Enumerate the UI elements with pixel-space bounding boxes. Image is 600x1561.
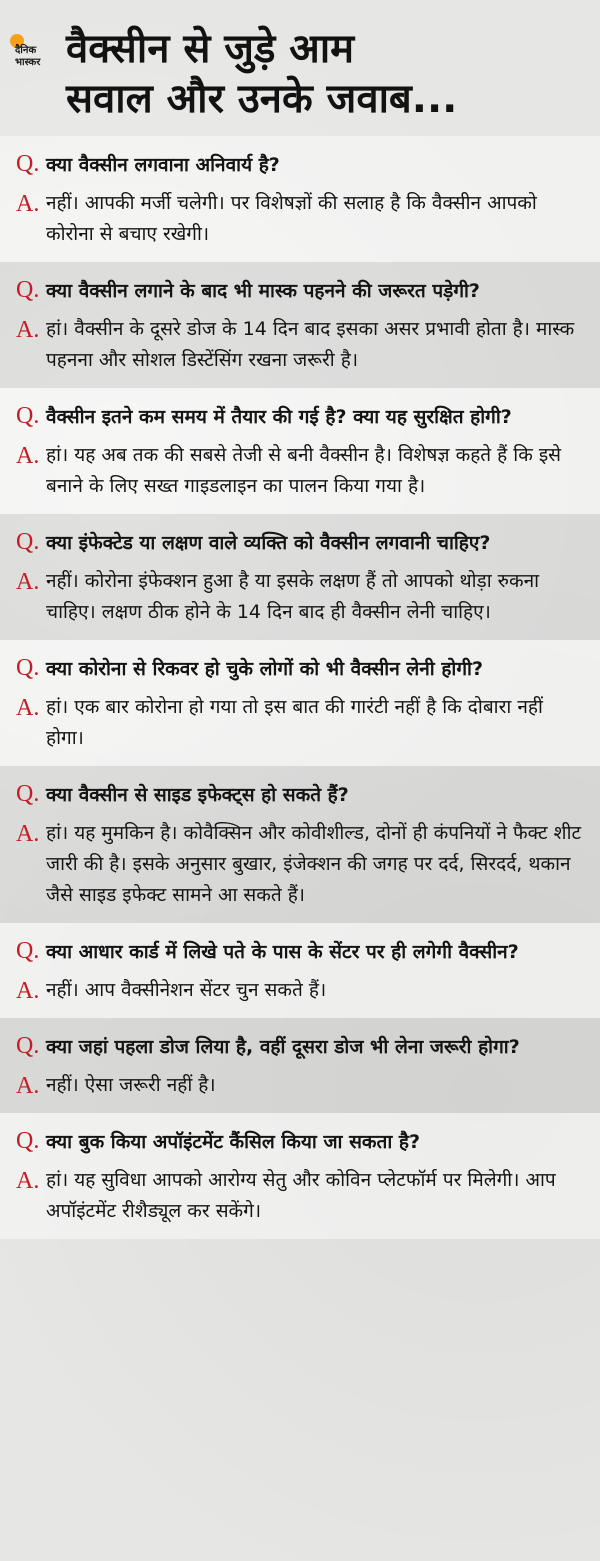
faq-question: क्या इंफेक्टेड या लक्षण वाले व्यक्ति को वैक्सीन लगवानी चाहिए? (46, 532, 491, 554)
faq-answer: नहीं। आपकी मर्जी चलेगी। पर विशेषज्ञों की सलाह है कि वैक्सीन आपको कोरोना से बचाए रखेगी। (46, 192, 537, 245)
faq-item (0, 262, 600, 388)
page-title-line-1: वैक्सीन से जुड़े आम (66, 26, 355, 72)
faq-answer: हां। यह सुविधा आपको आरोग्य सेतु और कोविन प्लेटफॉर्म पर मिलेगी। आप अपॉइंटमेंट रीशैड्यूल कर सकेंगे। (46, 1169, 556, 1222)
answer-marker: A. (16, 317, 40, 343)
faq-item (0, 388, 600, 514)
answer-marker: A. (16, 1168, 40, 1194)
question-marker: Q. (16, 529, 40, 555)
faq-answer: नहीं। आप वैक्सीनेशन सेंटर चुन सकते हैं। (46, 979, 327, 1001)
answer-marker: A. (16, 1073, 40, 1099)
faq-question: क्या वैक्सीन लगाने के बाद भी मास्क पहनने की जरूरत पड़ेगी? (46, 280, 480, 302)
faq-question: क्या आधार कार्ड में लिखे पते के पास के सेंटर पर ही लगेगी वैक्सीन? (46, 941, 519, 963)
question-marker: Q. (16, 1128, 40, 1154)
answer-marker: A. (16, 695, 40, 721)
question-marker: Q. (16, 277, 40, 303)
faq-question: क्या कोरोना से रिकवर हो चुके लोगों को भी वैक्सीन लेनी होगी? (46, 658, 483, 680)
question-marker: Q. (16, 781, 40, 807)
faq-answer: नहीं। ऐसा जरूरी नहीं है। (46, 1074, 216, 1096)
answer-marker: A. (16, 191, 40, 217)
brand-logo-line-1: दैनिक (15, 45, 37, 56)
faq-question: क्या वैक्सीन लगवाना अनिवार्य है? (46, 154, 280, 176)
question-marker: Q. (16, 403, 40, 429)
question-marker: Q. (16, 151, 40, 177)
brand-logo (10, 34, 56, 74)
answer-marker: A. (16, 821, 40, 847)
faq-answer: हां। एक बार कोरोना हो गया तो इस बात की गारंटी नहीं है कि दोबारा नहीं होगा। (46, 696, 543, 749)
faq-question: क्या बुक किया अपॉइंटमेंट कैंसिल किया जा सकता है? (46, 1131, 421, 1153)
faq-question: वैक्सीन इतने कम समय में तैयार की गई है? क्या यह सुरक्षित होगी? (46, 406, 512, 428)
faq-item (0, 923, 600, 1018)
answer-marker: A. (16, 443, 40, 469)
faq-question: क्या वैक्सीन से साइड इफेक्ट्स हो सकते हैं? (46, 784, 349, 806)
faq-list (0, 136, 600, 1239)
question-marker: Q. (16, 655, 40, 681)
faq-item (0, 514, 600, 640)
faq-answer: हां। यह मुमकिन है। कोवैक्सिन और कोवीशील्ड, दोनों ही कंपनियों ने फैक्ट शीट जारी की है। इसके अनुसार बुखार, इंजेक्शन की जगह पर दर्द, सिरदर्द, थकान जैसे साइड इफेक्ट सामने आ सकते हैं। (46, 822, 582, 906)
question-marker: Q. (16, 938, 40, 964)
faq-item (0, 1113, 600, 1239)
faq-item (0, 136, 600, 262)
faq-item (0, 1018, 600, 1113)
faq-item (0, 640, 600, 766)
faq-item (0, 766, 600, 923)
faq-answer: हां। यह अब तक की सबसे तेजी से बनी वैक्सीन है। विशेषज्ञ कहते हैं कि इसे बनाने के लिए सख्त गाइडलाइन का पालन किया गया है। (46, 444, 562, 497)
faq-question: क्या जहां पहला डोज लिया है, वहीं दूसरा डोज भी लेना जरूरी होगा? (46, 1036, 520, 1058)
answer-marker: A. (16, 569, 40, 595)
brand-logo-line-2: भास्कर (15, 57, 41, 68)
faq-answer: हां। वैक्सीन के दूसरे डोज के 14 दिन बाद इसका असर प्रभावी होता है। मास्क पहनना और सोशल डिस्टेंसिंग रखना जरूरी है। (46, 318, 575, 371)
faq-answer: नहीं। कोरोना इंफेक्शन हुआ है या इसके लक्षण हैं तो आपको थोड़ा रुकना चाहिए। लक्षण ठीक होने के 14 दिन बाद ही वैक्सीन लेनी चाहिए। (46, 570, 540, 623)
header (0, 0, 600, 136)
page-title-line-2: सवाल और उनके जवाब... (66, 76, 458, 122)
question-marker: Q. (16, 1033, 40, 1059)
page-title (66, 24, 590, 124)
answer-marker: A. (16, 978, 40, 1004)
